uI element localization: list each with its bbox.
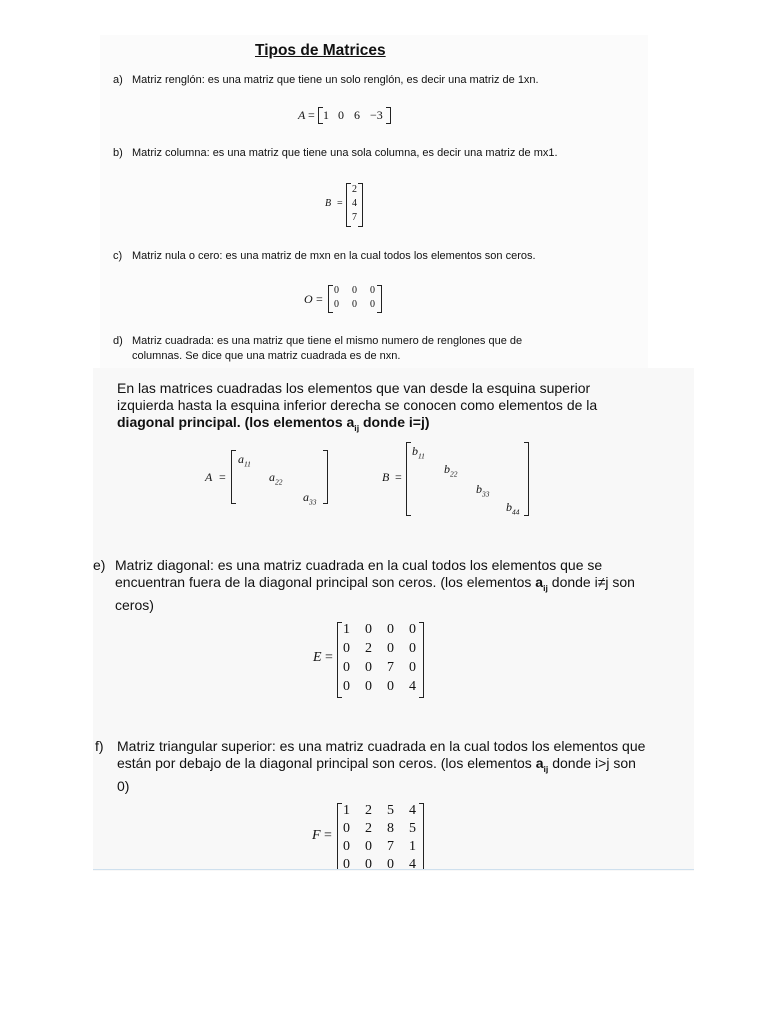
item-a-label: a) xyxy=(113,74,123,86)
matrix-entry: 0 xyxy=(343,839,350,854)
matrix-entry: 1 xyxy=(409,839,416,854)
matrix-entry: 2 xyxy=(365,821,372,836)
matrix-entry: $b_{44}$ xyxy=(506,500,520,517)
matrix-b-column xyxy=(325,182,365,228)
equals-sign: = xyxy=(337,198,343,209)
matrix-entry: 0 xyxy=(387,857,394,869)
item-b xyxy=(113,146,558,161)
matrix-entry: $a_{33}$ xyxy=(303,490,317,507)
equals-sign: = xyxy=(325,650,333,665)
item-c xyxy=(113,249,558,264)
item-c-text: Matriz nula o cero: es una matriz de mxn en la cual todos los elementos son ceros. xyxy=(132,250,536,262)
matrix-entry: 0 xyxy=(343,821,350,836)
matrix-name: B xyxy=(382,470,390,484)
item-f-text: Matriz triangular superior: es una matriz cuadrada en la cual todos los elementos que están por debajo de la diagonal principal son ceros. (los elementos xyxy=(117,738,646,771)
bracket-left xyxy=(346,183,351,227)
item-d-text: Matriz cuadrada: es una matriz que tiene el mismo numero de renglones que de columnas. Se dice que una matriz cuadrada es de nxn. xyxy=(132,335,523,362)
matrix-name: A xyxy=(298,108,306,122)
matrix-entry: 4 xyxy=(352,198,357,209)
equals-sign: = xyxy=(316,292,323,306)
diagonal-paragraph xyxy=(117,380,649,437)
matrix-entry: 0 xyxy=(409,660,416,675)
matrix-entry: 0 xyxy=(409,641,416,656)
matrix-name: F xyxy=(312,828,321,843)
matrix-name: E xyxy=(313,650,322,665)
matrix-entry: 0 xyxy=(409,622,416,637)
item-f: f) Matriz triangular superior: es una matriz cuadrada en la cual todos los elementos que están por debajo de la diagonal principal son ceros. (los elementos $a_{ij}$ donde i>j son 0) xyxy=(95,738,646,794)
matrix-b-diagonal xyxy=(382,440,532,518)
matrix-entry: 0 xyxy=(352,285,357,296)
matrix-entry: 0 xyxy=(387,622,394,637)
matrix-entry: $a_{11}$ xyxy=(238,452,251,469)
item-a xyxy=(113,73,558,88)
item-d-label: d) xyxy=(113,335,123,347)
bracket-left xyxy=(231,450,236,504)
matrix-e xyxy=(313,620,433,698)
bracket-left xyxy=(406,442,411,516)
bracket-right xyxy=(386,107,391,124)
matrix-name: B xyxy=(325,198,332,209)
bracket-right xyxy=(419,622,424,698)
matrix-entry: 0 xyxy=(365,857,372,869)
equals-sign: = xyxy=(395,470,402,484)
matrix-entry: 0 xyxy=(370,285,375,296)
matrix-entry: 1 xyxy=(323,108,329,122)
matrix-entry: 7 xyxy=(352,212,357,223)
bracket-right xyxy=(323,450,328,504)
matrix-entry: $a_{22}$ xyxy=(269,470,283,487)
matrix-zero xyxy=(304,284,384,314)
matrix-entry: 4 xyxy=(409,857,416,869)
matrix-entry: 4 xyxy=(409,679,416,694)
matrix-entry: 0 xyxy=(338,108,344,122)
page-title: Tipos de Matrices xyxy=(255,42,386,59)
item-f-label: f) xyxy=(95,738,104,754)
bracket-right xyxy=(524,442,529,516)
matrix-entry: 0 xyxy=(343,857,350,869)
matrix-entry: $b_{33}$ xyxy=(476,482,490,499)
matrix-a-diagonal xyxy=(205,448,335,506)
matrix-entry: 0 xyxy=(365,660,372,675)
matrix-entry: 4 xyxy=(409,803,416,818)
matrix-entry: 0 xyxy=(387,641,394,656)
matrix-entry: 5 xyxy=(409,821,416,836)
matrix-entry: 0 xyxy=(343,679,350,694)
matrix-entry: −3 xyxy=(370,108,383,122)
matrix-entry: 2 xyxy=(365,641,372,656)
matrix-entry: 0 xyxy=(334,299,339,310)
page-edge xyxy=(93,869,694,870)
matrix-entry: 0 xyxy=(365,622,372,637)
matrix-entry: 0 xyxy=(387,679,394,694)
bracket-left xyxy=(337,803,342,869)
matrix-entry: 1 xyxy=(343,622,350,637)
item-a-text: Matriz renglón: es una matriz que tiene un solo renglón, es decir una matriz de 1xn. xyxy=(132,74,539,86)
matrix-a-row xyxy=(298,106,398,126)
matrix-entry: 0 xyxy=(343,641,350,656)
matrix-entry: 7 xyxy=(387,660,394,675)
matrix-entry: 8 xyxy=(387,821,394,836)
matrix-entry: 0 xyxy=(365,679,372,694)
matrix-entry: 6 xyxy=(354,108,360,122)
item-e-text: Matriz diagonal: es una matriz cuadrada en la cual todos los elementos que se encuentran fuera de la diagonal principal son ceros. (los elementos xyxy=(115,557,603,590)
matrix-entry: 2 xyxy=(365,803,372,818)
diagonal-paragraph-bold: diagonal principal. (los elementos $a_{ij}$ donde i=j) xyxy=(117,414,430,433)
equals-sign: = xyxy=(219,470,226,484)
equals-sign: = xyxy=(324,828,332,843)
matrix-entry: 0 xyxy=(370,299,375,310)
matrix-entry: 5 xyxy=(387,803,394,818)
equals-sign: = xyxy=(308,108,315,122)
item-e-label: e) xyxy=(93,557,106,573)
matrix-entry: 0 xyxy=(352,299,357,310)
item-c-label: c) xyxy=(113,250,123,262)
matrix-entry: 1 xyxy=(343,803,350,818)
bracket-right xyxy=(358,183,363,227)
matrix-entry: $b_{22}$ xyxy=(444,462,458,479)
item-d xyxy=(113,334,558,364)
matrix-name: A xyxy=(205,470,213,484)
bracket-right xyxy=(419,803,424,869)
matrix-f xyxy=(312,801,432,869)
bracket-right xyxy=(377,285,382,313)
matrix-entry: 0 xyxy=(365,839,372,854)
matrix-entry: 7 xyxy=(387,839,394,854)
matrix-entry: 0 xyxy=(334,285,339,296)
bracket-left xyxy=(328,285,333,313)
item-e: e) Matriz diagonal: es una matriz cuadrada en la cual todos los elementos que se encuentran fuera de la diagonal principal son ceros. (los elementos $a_{ij}$ donde i≠j son ceros) xyxy=(93,557,635,613)
matrix-entry: 2 xyxy=(352,184,357,195)
matrix-entry: $b_{11}$ xyxy=(412,444,425,461)
matrix-name: O xyxy=(304,292,313,306)
item-b-label: b) xyxy=(113,147,123,159)
item-b-text: Matriz columna: es una matriz que tiene una sola columna, es decir una matriz de mx1. xyxy=(132,147,558,159)
bracket-left xyxy=(337,622,342,698)
diagonal-paragraph-text: En las matrices cuadradas los elementos que van desde la esquina superior izquierda hasta la esquina inferior derecha se conocen como elementos de la xyxy=(117,380,598,413)
matrix-entry: 0 xyxy=(343,660,350,675)
